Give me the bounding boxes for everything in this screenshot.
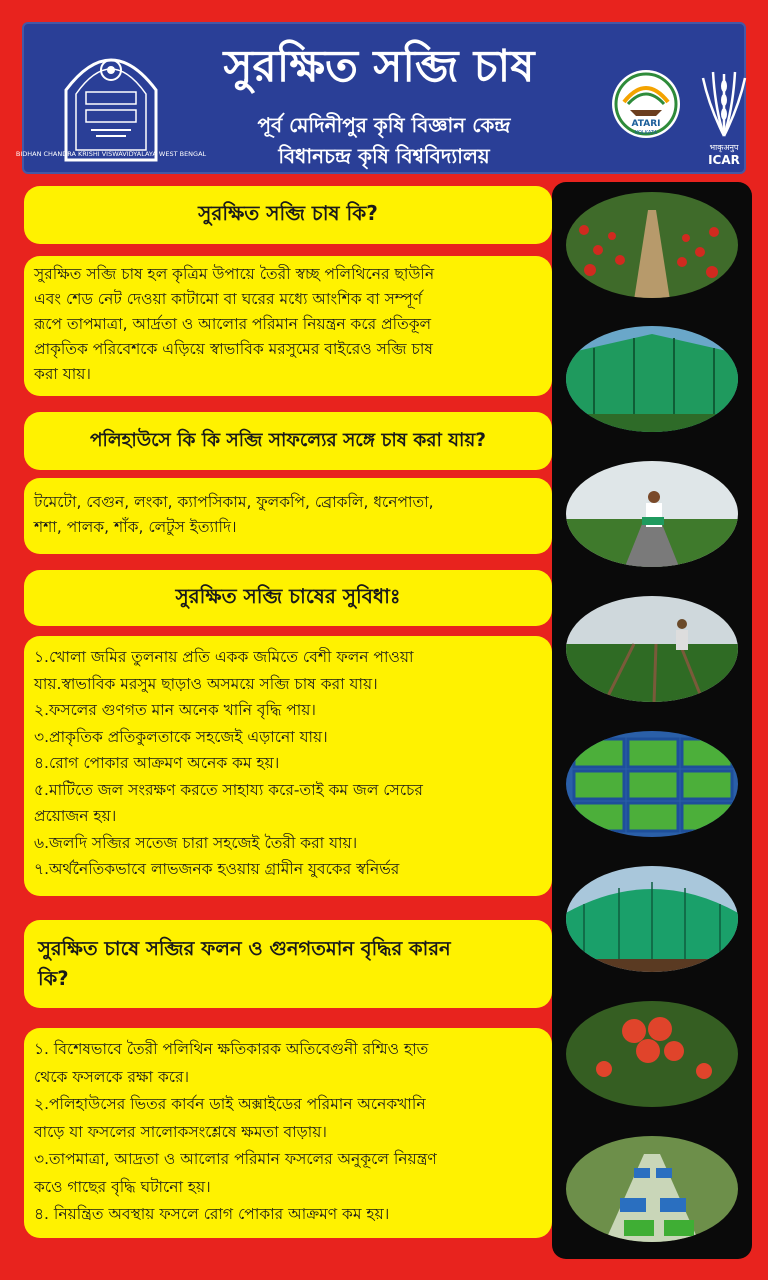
advantage-item: যায়.স্বাভাবিক মরসুম ছাড়াও অসময়ে সব্জি চাষ করা যায়। [34,674,378,693]
icar-hindi-text: भाकृअनुप [709,143,739,152]
answer-box-which-vegetables [24,478,552,554]
reason-item: থেকে ফসলকে রক্ষা করে। [34,1067,190,1086]
answer-box-advantages [24,636,552,896]
header-banner [15,22,746,174]
advantage-item: ২.ফসলের গুণগত মান অনেক খানি বৃদ্ধি পায়। [34,701,316,719]
page-title: সুরক্ষিত সব্জি চাষ [223,41,535,92]
reason-item: কওে গাছের বৃদ্ধি ঘটানো হয়। [34,1177,211,1196]
answer-box-what-is [24,256,552,396]
capsicum-crates-photo-icon [564,729,740,839]
advantage-item: ১.খোলা জমির তুলনায় প্রতি একক জমিতে বেশী ফলন পাওয়া [34,648,414,666]
ripe-tomatoes-photo-icon [564,999,740,1109]
answer-line: রূপে তাপমাত্রা, আর্দ্রতা ও আলোর পরিমান নিয়ন্ত্রন করে প্রতিকূল [34,315,432,333]
advantage-item: ৪.রোগ পোকার আক্রমণ অনেক কম হয়। [34,754,280,772]
advantage-item: ৭.অর্থনৈতিকভাবে লাভজনক হওয়ায় গ্রামীন যুবকের স্বনির্ভর [34,860,400,878]
answer-line: এবং শেড নেট দেওয়া কাটামো বা ঘরের মধ্যে আংশিক বা সম্পূর্ণ [34,290,423,308]
atari-logo-subtext: KOLKATA [634,130,658,136]
reason-item: বাড়ে যা ফসলের সালোকসংশ্লেষে ক্ষমতা বাড়ায়। [34,1122,327,1141]
answer-line: করা যায়। [34,365,91,383]
reason-item: ৩.তাপমাত্রা, আদ্রতা ও আলোর পরিমান ফসলের অনুকূলে নিয়ন্ত্রণ [34,1150,437,1168]
question-box-advantages [24,570,552,626]
icar-text: ICAR [708,153,740,167]
answer-line: টমেটো, বেগুন, লংকা, ক্যাপসিকাম, ফুলকপি, ব্রোকলি, ধনেপাতা, [34,493,434,511]
icar-logo-icon [689,66,759,168]
institute-name: পূর্ব মেদিনীপুর কৃষি বিজ্ঞান কেন্দ্র [257,113,511,137]
answer-line: শশা, পালক, শাঁক, লেটুস ইত্যাদি। [34,518,237,536]
seedling-beds-photo-icon [564,594,740,704]
question-box-which-vegetables [24,412,552,470]
question-box-reasons [24,920,552,1008]
farmer-in-polyhouse-photo-icon [564,459,740,569]
advantage-item: ৫.মাটিতে জল সংরক্ষণ করতে সাহায্য করে-তাই কম জল সেচের [34,780,423,799]
reason-item: ৪. নিয়ন্ত্রিত অবস্থায় ফসলে রোগ পোকার আক্রমণ কম হয়। [34,1205,390,1223]
question-reasons-line: সুরক্ষিত চাষে সব্জির ফলন ও গুনগতমান বৃদ্ধির কারন [38,937,451,960]
atari-logo-icon [610,68,682,140]
answer-box-reasons [24,1028,552,1238]
capsicum-harvest-photo-icon [564,1134,740,1244]
advantage-item: ৬.জলদি সব্জির সতেজ চারা সহজেই তৈরী করা যায়। [34,833,358,852]
bckv-logo-text: BIDHAN CHANDRA KRISHI VISWAVIDYALAYA WEST BENGAL [15,150,207,158]
question-reasons-line: কি? [38,967,69,990]
bckv-logo-icon [15,30,207,170]
shade-net-house-photo-icon [564,324,740,434]
question-advantages: সুরক্ষিত সব্জি চাষের সুবিধাঃ [175,583,401,608]
advantage-item: প্রয়োজন হয়। [34,807,117,825]
atari-logo-text: ATARI [631,119,661,129]
reason-item: ২.পলিহাউসের ভিতর কার্বন ডাই অক্সাইডের পরিমান অনেকখানি [34,1095,426,1113]
shade-net-structure-photo-icon [564,864,740,974]
question-box-what-is [24,186,552,244]
advantage-item: ৩.প্রাকৃতিক প্রতিকুলতাকে সহজেই এড়ানো যায়। [34,727,328,746]
answer-line: সুরক্ষিত সব্জি চাষ হল কৃত্রিম উপায়ে তৈরী স্বচ্ছ পলিথিনের ছাউনি [34,265,435,283]
answer-line: প্রাকৃতিক পরিবেশকে এড়িয়ে স্বাভাবিক মরসুমের বাইরেও সব্জি চাষ [34,340,433,358]
university-name: বিধানচন্দ্র কৃষি বিশ্ববিদ্যালয় [278,144,490,168]
question-which-vegetables: পলিহাউসে কি কি সব্জি সাফল্যের সঙ্গে চাষ করা যায়? [89,429,487,451]
question-what-is: সুরক্ষিত সব্জি চাষ কি? [198,200,378,225]
reason-item: ১. বিশেষভাবে তৈরী পলিথিন ক্ষতিকারক অতিবেগুনী রশ্মিও হাত [34,1040,429,1058]
tomato-rows-photo-icon [564,190,740,300]
